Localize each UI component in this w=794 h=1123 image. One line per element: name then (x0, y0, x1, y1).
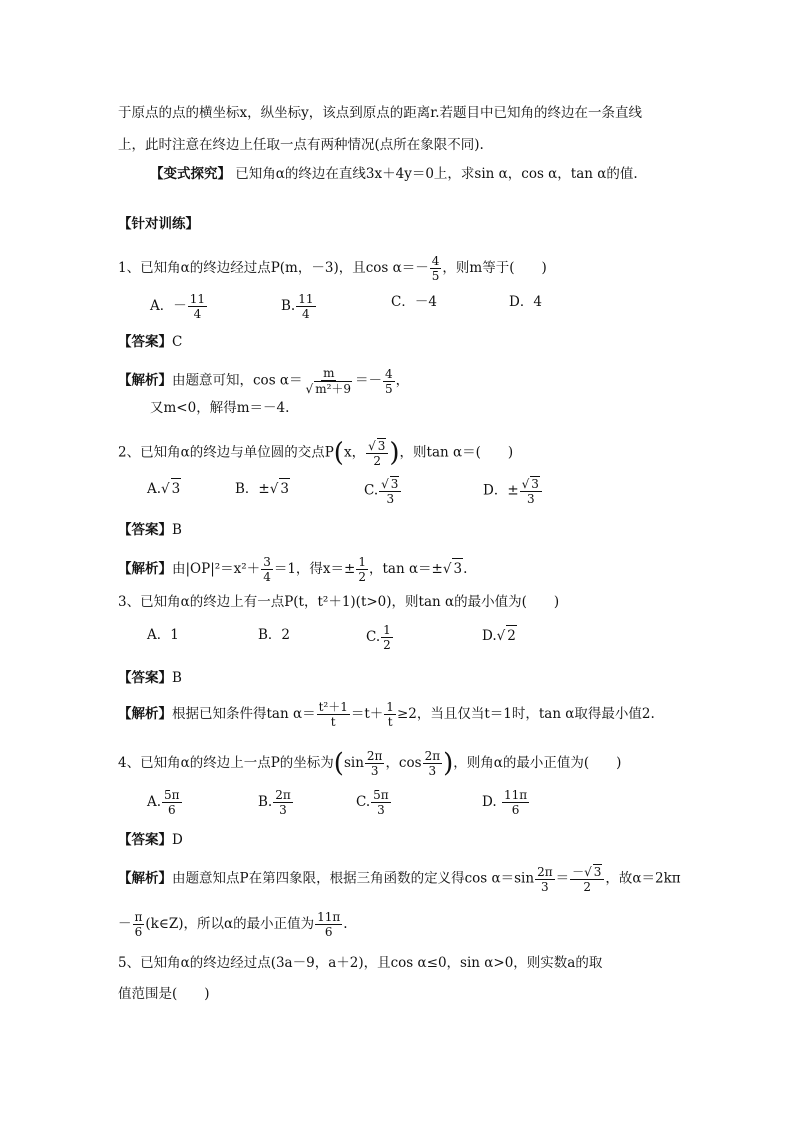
q4-left-paren: ( (333, 748, 344, 779)
q2-opt-c-fraction (379, 476, 401, 506)
q4-stem-frac2-den: 3 (428, 764, 437, 778)
q2-stem-text: 2、已知角α的终边与单位圆的交点P (118, 444, 334, 461)
q4-opt-b-den: 3 (279, 803, 287, 817)
variant-text: 已知角α的终边在直线3x＋4y＝0上，求sin α，cos α，tan α的值. (235, 166, 638, 182)
q1-opt-a-den: 4 (193, 307, 202, 321)
q3-analysis-label: 【解析】 (118, 706, 172, 722)
q4-option-d (482, 788, 530, 817)
q2-opt-d-num: √ 3 (520, 476, 542, 492)
q2-opt-c-num: √ 3 (379, 476, 401, 492)
q4-opt-c-num: 5π (373, 788, 389, 802)
q4-opt-a-den: 6 (167, 803, 176, 817)
q2-opt-c-sqrt: 3 (390, 477, 399, 491)
q4-stem (118, 749, 621, 778)
q4-answer-value: D (172, 832, 183, 848)
q2-analysis-frac2-den: 2 (358, 570, 366, 584)
intro-line-2: 上，此时注意在终边上任取一点有两种情况(点所在象限不同). (118, 137, 484, 153)
q4-opt-d-fraction (502, 788, 529, 817)
q2-opt-b-sqrt: 3 (279, 478, 290, 499)
q4-line2-frac-den: 6 (134, 925, 143, 939)
q2-stem-sqrt: 3 (377, 439, 386, 453)
q1-opt-b-den: 4 (302, 307, 310, 321)
q4-analysis-line-2 (118, 910, 348, 939)
q3-analysis-fraction-2 (384, 700, 396, 729)
q3-option-a: A．1 (147, 627, 179, 643)
q1-option-c: C．－4 (391, 294, 437, 310)
q2-stem (118, 438, 513, 468)
q4-stem-fraction-2 (423, 749, 443, 778)
q2-answer-label: 【答案】 (118, 522, 172, 538)
variant-explore (150, 164, 638, 184)
q4-opt-d-den: 6 (511, 803, 520, 817)
q2-analysis-eq: ＝1，得x＝± (273, 561, 356, 577)
q4-option-a (147, 788, 183, 817)
q2-analysis-fraction-2 (356, 555, 368, 584)
q2-analysis-fraction (261, 555, 273, 584)
q4-stem-frac1-den: 3 (370, 764, 379, 778)
q3-answer (118, 668, 182, 688)
q2-answer-value: B (172, 522, 182, 538)
q3-opt-c-fraction (381, 623, 393, 652)
q4-analysis-text: 由题意知点P在第四象限，根据三角函数的定义得cos α＝sin (172, 870, 535, 887)
q4-analysis-minus: － (118, 916, 132, 932)
q1-analysis-comma: ， (395, 372, 410, 389)
q4-analysis-frac2-num: －√ 3 (570, 864, 604, 880)
q4-answer (118, 830, 183, 850)
q1-analysis (118, 366, 409, 396)
q4-stem-text: 4、已知角α的终边上一点P的坐标为 (118, 755, 334, 771)
q2-opt-c-den: 3 (386, 492, 395, 506)
q1-analysis-fraction-2 (383, 367, 395, 396)
q3-analysis-frac-den: t (330, 715, 336, 729)
q3-analysis-eq: ＝t＋ (350, 706, 384, 722)
q4-opt-c-den: 3 (377, 803, 385, 817)
q2-option-c (364, 476, 402, 506)
q4-stem-tail: ，则角α的最小正值为( ) (453, 755, 622, 771)
q4-analysis-line2-period: . (343, 916, 348, 932)
q1-option-a (150, 292, 208, 321)
q4-answer-label: 【答案】 (118, 832, 172, 848)
q2-analysis-frac-num: 3 (263, 555, 271, 569)
q3-analysis-frac-num: t²＋1 (318, 700, 348, 714)
q3-opt-d-label: D. (482, 628, 497, 644)
q1-answer-value: C (172, 334, 183, 350)
q1-stem (118, 254, 547, 283)
q4-analysis-sqrt: 3 (593, 865, 602, 879)
q2-stem-fraction (366, 438, 388, 468)
intro-line-1: 于原点的点的横坐标x，纵坐标y，该点到原点的距离r.若题目中已知角的终边在一条直线 (118, 105, 643, 121)
q4-stem-frac1-num: 2π (366, 749, 383, 763)
q2-analysis-label: 【解析】 (118, 561, 172, 577)
q3-analysis-frac2-den: t (387, 715, 393, 729)
q3-stem: 3、已知角α的终边上有一点P(t，t²＋1)(t>0)，则tan α的最小值为( ) (118, 594, 560, 610)
q3-option-b: B．2 (258, 627, 291, 643)
q3-answer-value: B (172, 670, 182, 686)
q4-analysis (118, 864, 681, 894)
q3-opt-c-den: 2 (383, 638, 391, 652)
q5-stem-line-1: 5、已知角α的终边经过点(3a－9，a＋2)，且cos α≤0，sin α>0，则实数a的取 (118, 955, 603, 971)
q2-stem-frac-den: 2 (373, 454, 382, 468)
q1-analysis-line-2: 又m<0，解得m＝－4. (150, 400, 290, 416)
q4-opt-d-label: D. (482, 794, 497, 810)
q1-option-b (281, 292, 317, 321)
q2-opt-a-label: A. (147, 481, 162, 497)
q1-analysis-frac-num: m (323, 366, 335, 380)
q2-opt-a-sqrt: 3 (171, 478, 182, 499)
q4-right-paren: ) (443, 748, 454, 779)
q1-analysis-frac2-num: 4 (385, 366, 393, 381)
q1-stem-frac-num: 4 (431, 254, 440, 268)
q3-opt-d-sqrt: 2 (506, 625, 517, 646)
q4-analysis-eq: ＝ (555, 870, 570, 887)
q4-option-b (258, 788, 294, 817)
q4-opt-b-num: 2π (275, 788, 291, 802)
q4-opt-a-label: A. (147, 794, 162, 810)
q2-analysis-text: 由|OP|²＝x²＋ (172, 561, 261, 577)
q3-opt-c-num: 1 (383, 623, 391, 637)
q2-opt-b-label: B．± (235, 481, 270, 497)
q4-analysis-line2-fraction-2 (315, 910, 342, 939)
q5-stem-line-2: 值范围是( ) (118, 986, 210, 1002)
q2-analysis: 【解析】由|OP|²＝x²＋ $\frac{3}{4}$ ＝1，得x＝± $\frac{1}{2}$ ，tan α＝±√ 3. (118, 555, 468, 584)
q4-stem-cos: ，cos (385, 755, 422, 771)
q1-analysis-fraction (304, 366, 354, 396)
q4-analysis-tail: ，故α＝2kπ (605, 870, 681, 887)
q2-analysis-sqrt: 3 (452, 558, 463, 579)
q4-opt-a-fraction (162, 788, 182, 817)
q4-opt-b-fraction (273, 788, 293, 817)
q1-opt-b-label: B. (281, 298, 296, 314)
q4-analysis-label: 【解析】 (118, 870, 172, 887)
q1-answer (118, 332, 182, 352)
q2-point-x: x， (343, 444, 366, 461)
q1-analysis-frac-den: √ m²＋9 (305, 382, 352, 396)
q2-stem-tail: ，则tan α＝( ) (399, 444, 514, 461)
q2-left-paren: ( (333, 438, 344, 468)
q4-analysis-frac2-den: 2 (583, 880, 592, 894)
q4-opt-c-label: C. (356, 794, 371, 810)
q1-opt-b-fraction (296, 292, 315, 321)
q3-option-d: D.√ 2 (482, 625, 517, 646)
q3-analysis (118, 700, 655, 729)
q4-opt-b-label: B. (258, 794, 273, 810)
q2-opt-d-fraction (520, 476, 542, 506)
q3-answer-label: 【答案】 (118, 670, 172, 686)
q2-opt-d-den: 3 (526, 492, 535, 506)
q4-stem-fraction-1 (365, 749, 385, 778)
q4-analysis-fraction-2 (570, 864, 604, 894)
q4-analysis-frac-den: 3 (541, 879, 549, 894)
q2-opt-c-label: C. (364, 482, 379, 499)
q3-analysis-frac2-num: 1 (386, 700, 394, 714)
q1-analysis-label: 【解析】 (118, 372, 172, 389)
q1-opt-a-fraction (188, 292, 207, 321)
q1-stem-text: 1、已知角α的终边经过点P(m，－3)，且cos α＝－ (118, 260, 429, 276)
q4-stem-sin: sin (343, 755, 364, 771)
q4-opt-d-num: 11π (503, 788, 528, 802)
q4-analysis-line2-text: (k∈Z)，所以α的最小正值为 (145, 916, 315, 932)
q1-analysis-sqrt: m²＋9 (315, 382, 352, 396)
q1-stem-tail: ，则m等于( ) (442, 260, 547, 276)
q2-analysis-period: . (463, 561, 468, 577)
q4-line2-frac2-num: 11π (317, 910, 341, 924)
q1-stem-fraction (430, 254, 442, 283)
q4-analysis-fraction (535, 865, 555, 894)
q3-opt-c-label: C. (366, 629, 381, 645)
variant-label: 【变式探究】 (150, 166, 231, 182)
q2-option-a: A.√ 3 (147, 478, 181, 499)
q1-analysis-frac2-den: 5 (385, 381, 393, 396)
section-title: 【针对训练】 (118, 216, 199, 232)
q4-analysis-line2-fraction (133, 910, 145, 939)
q1-opt-a-label: A．－ (150, 298, 187, 314)
q3-option-c (366, 623, 394, 652)
q4-opt-a-num: 5π (164, 788, 180, 802)
q1-analysis-eq: ＝－ (355, 372, 383, 389)
q2-answer (118, 520, 182, 540)
q2-analysis-frac2-num: 1 (358, 555, 366, 569)
q4-stem-frac2-num: 2π (424, 749, 441, 763)
q4-line2-frac-num: π (134, 910, 143, 924)
q1-analysis-text: 由题意可知，cos α＝ (172, 372, 303, 389)
q1-opt-a-num: 11 (189, 292, 206, 306)
q2-analysis-frac-den: 4 (263, 570, 271, 584)
q2-right-paren: ) (389, 438, 400, 468)
q1-answer-label: 【答案】 (118, 334, 172, 350)
q2-option-b: B．±√ 3 (235, 478, 290, 499)
q1-opt-b-num: 11 (298, 292, 314, 306)
q4-analysis-frac-num: 2π (537, 864, 553, 879)
q2-option-d (483, 476, 543, 506)
q4-option-c (356, 788, 392, 817)
q2-opt-d-label: D．± (483, 482, 519, 499)
q3-analysis-text: 根据已知条件得tan α＝ (172, 706, 316, 722)
q2-analysis-tan: ，tan α＝± (368, 561, 443, 577)
q1-stem-frac-den: 5 (431, 269, 440, 283)
q1-option-d: D．4 (509, 294, 542, 310)
q2-opt-d-sqrt: 3 (531, 477, 539, 491)
q3-analysis-fraction (317, 700, 350, 729)
q3-analysis-tail: ≥2，当且仅当t＝1时，tan α取得最小值2. (396, 706, 655, 722)
q4-opt-c-fraction (371, 788, 391, 817)
q4-line2-frac2-den: 6 (324, 925, 333, 939)
q2-stem-frac-num: √ 3 (366, 438, 388, 454)
